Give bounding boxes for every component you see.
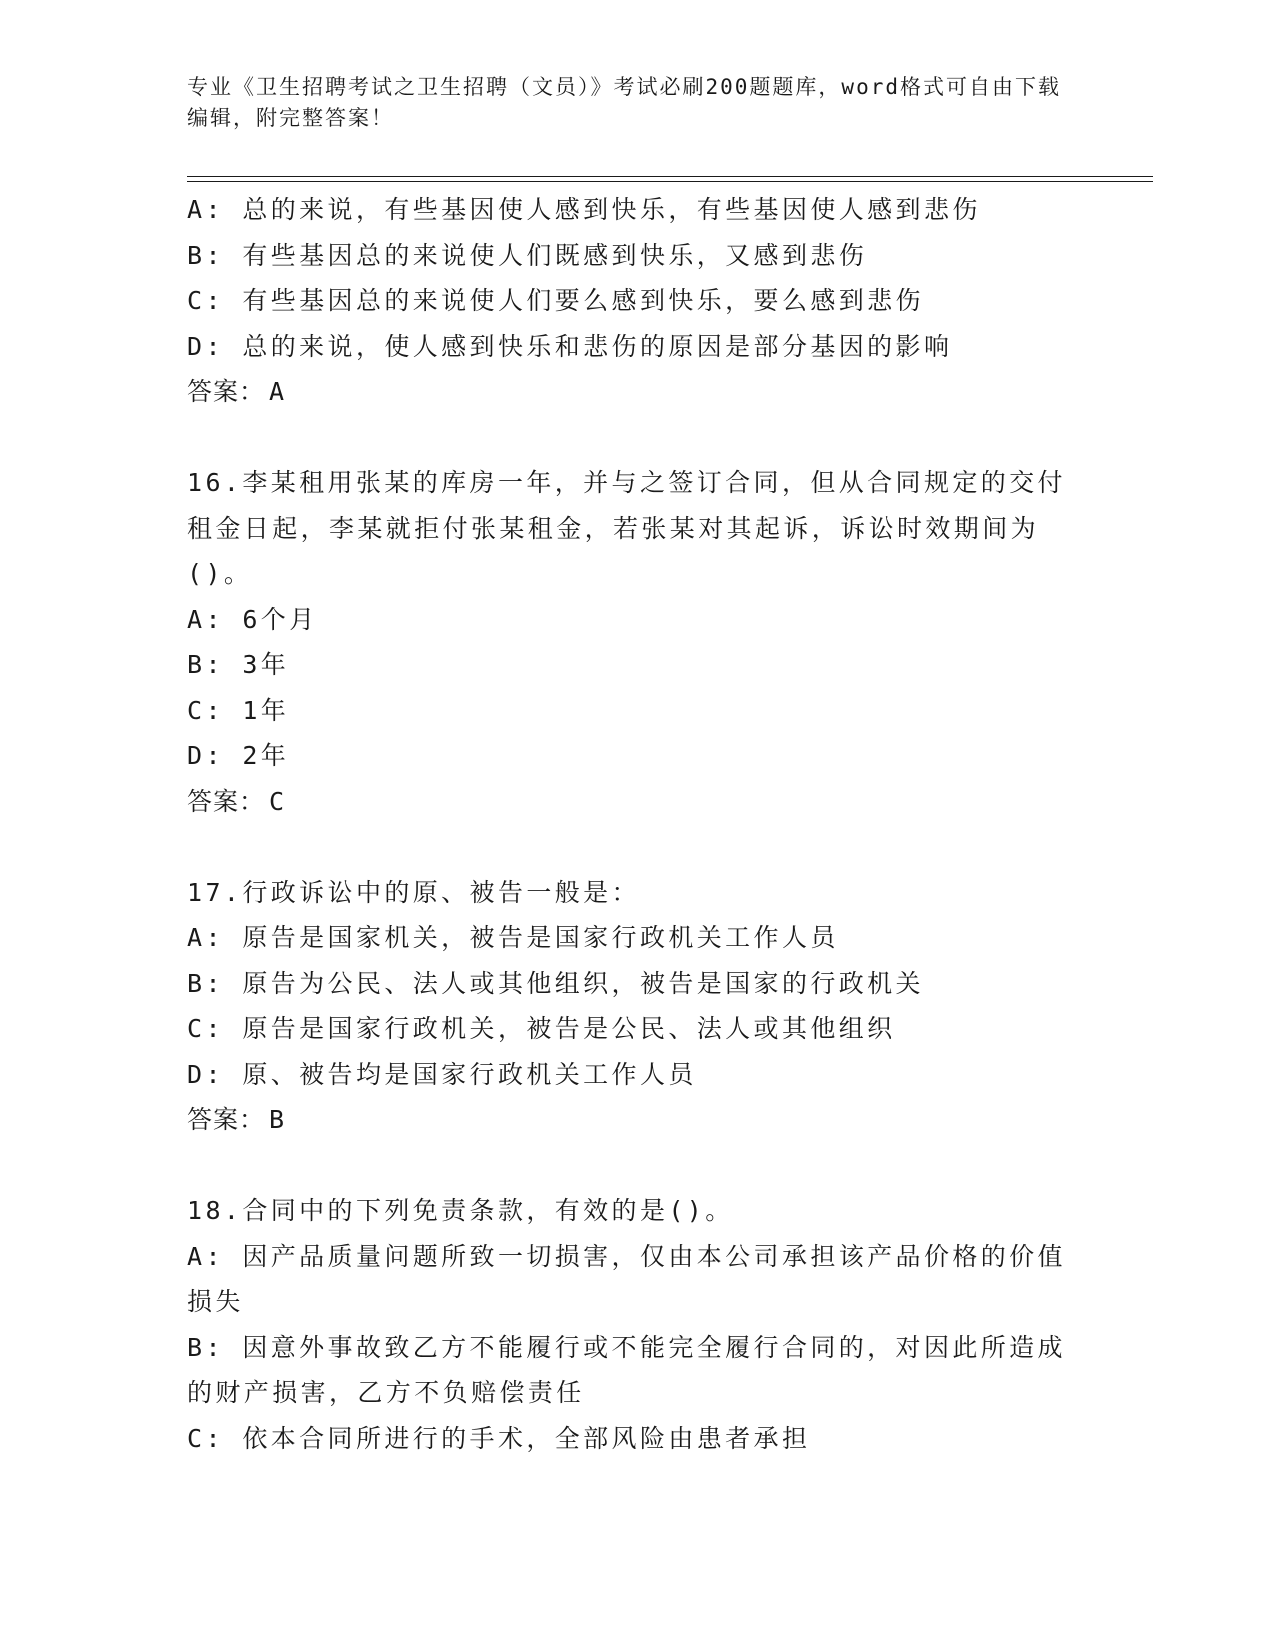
- option-line: A: 原告是国家机关，被告是国家行政机关工作人员: [187, 923, 839, 952]
- question-text: 17.行政诉讼中的原、被告一般是：: [187, 877, 640, 907]
- option-line: D: 总的来说，使人感到快乐和悲伤的原因是部分基因的影响: [187, 331, 953, 361]
- option-line: C: 有些基因总的来说使人们要么感到快乐，要么感到悲伤: [187, 286, 924, 315]
- answer-label: 答案：: [187, 786, 266, 816]
- header-divider-top: [187, 176, 1153, 177]
- option-line: A: 6个月: [187, 604, 318, 634]
- question-text: 18.合同中的下列免责条款，有效的是()。: [187, 1196, 734, 1225]
- option-line: B: 原告为公民、法人或其他组织，被告是国家的行政机关: [187, 968, 924, 998]
- answer-label: 答案：: [187, 377, 266, 406]
- option-line: D: 原、被告均是国家行政机关工作人员: [187, 1059, 697, 1089]
- answer-line: [187, 1097, 1087, 1143]
- option-line: 损失: [187, 1287, 244, 1316]
- option-line: B: 因意外事故致乙方不能履行或不能完全履行合同的，对因此所造成: [187, 1332, 1066, 1362]
- answer-value: C: [269, 786, 286, 816]
- header-divider-bottom: [187, 181, 1153, 182]
- answer-label: 答案：: [187, 1105, 266, 1134]
- answer-value: A: [269, 377, 286, 406]
- option-line: D: 2年: [187, 741, 290, 770]
- option-line: C: 依本合同所进行的手术，全部风险由患者承担: [187, 1423, 811, 1453]
- answer-line: [187, 779, 1087, 825]
- option-line: B: 有些基因总的来说使人们既感到快乐，又感到悲伤: [187, 240, 868, 270]
- option-line: A: 因产品质量问题所致一切损害，仅由本公司承担该产品价格的价值: [187, 1241, 1066, 1271]
- option-line: C: 原告是国家行政机关，被告是公民、法人或其他组织: [187, 1014, 896, 1043]
- option-line: 的财产损害，乙方不负赔偿责任: [187, 1378, 585, 1407]
- question-list: [187, 187, 1087, 1461]
- option-line: B: 3年: [187, 650, 290, 679]
- question-text: 租金日起，李某就拒付张某租金，若张某对其起诉，诉讼时效期间为: [187, 513, 1040, 543]
- answer-line: [187, 369, 1087, 415]
- option-line: C: 1年: [187, 695, 290, 725]
- question-text: ()。: [187, 559, 253, 588]
- option-line: A: 总的来说，有些基因使人感到快乐，有些基因使人感到悲伤: [187, 195, 981, 224]
- question-text: 16.李某租用张某的库房一年，并与之签订合同，但从合同规定的交付: [187, 468, 1066, 497]
- answer-value: B: [269, 1105, 286, 1134]
- document-header: 专业《卫生招聘考试之卫生招聘（文员）》考试必刷200题题库，word格式可自由下载编辑，附完整答案！: [187, 75, 1061, 130]
